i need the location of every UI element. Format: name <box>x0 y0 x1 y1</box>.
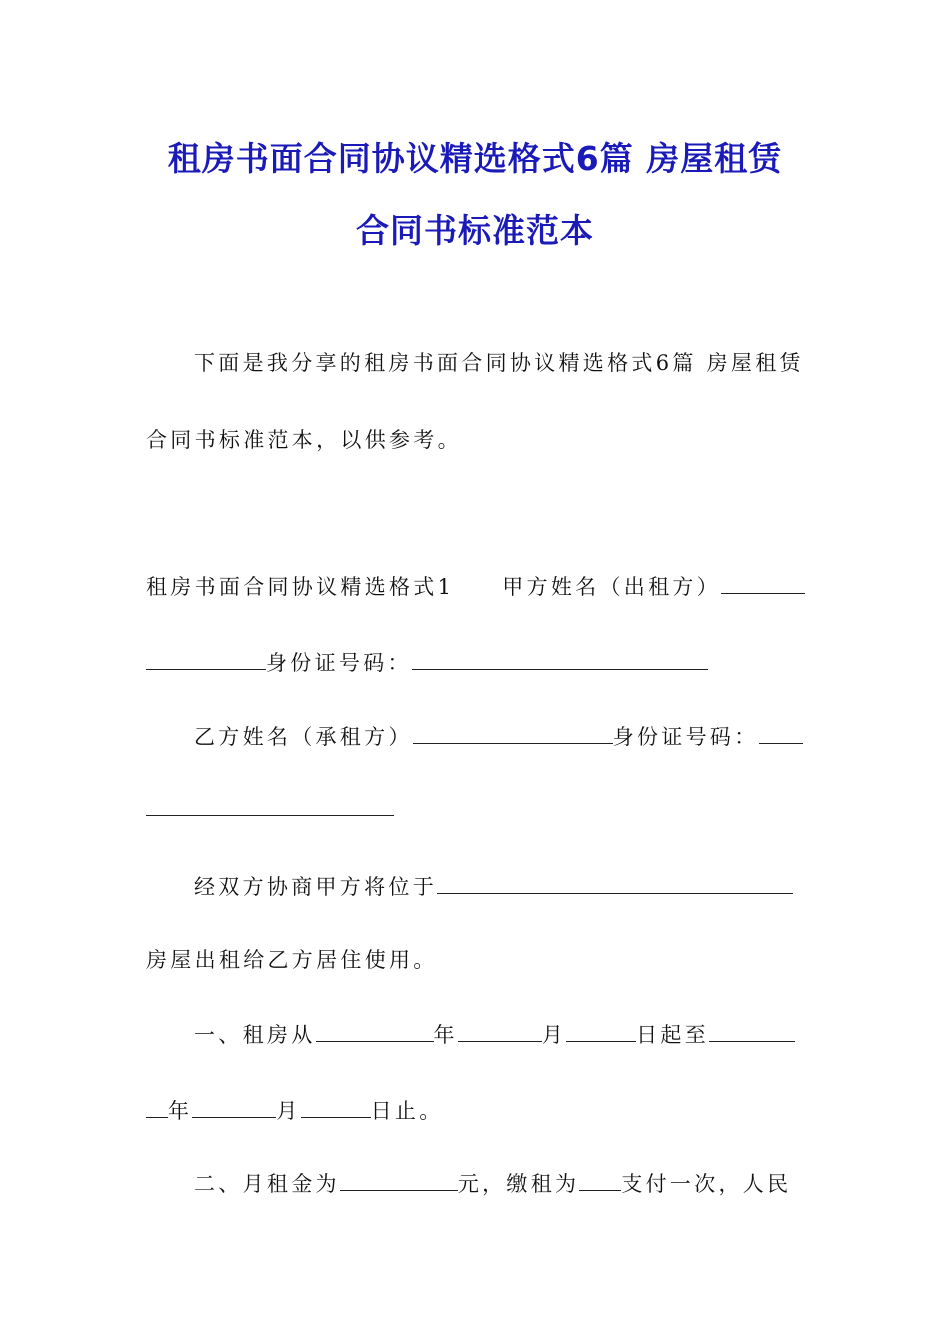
rent-prefix: 二、月租金为 <box>194 1172 340 1196</box>
day-from-label: 日起至 <box>636 1023 710 1047</box>
party-b-name-blank[interactable] <box>413 725 613 744</box>
month-label: 月 <box>541 1023 567 1047</box>
term-prefix: 一、租房从 <box>194 1023 316 1047</box>
end-day-blank[interactable] <box>301 1099 371 1118</box>
start-month-blank[interactable] <box>458 1023 542 1042</box>
end-year-blank-cont[interactable] <box>146 1099 168 1118</box>
party-a-name-blank-cont[interactable] <box>146 651 266 670</box>
location-tail-line: 房屋出租给乙方居住使用。 <box>146 948 438 972</box>
party-b-id-label: 身份证号码： <box>612 725 759 749</box>
contract-heading: 租房书面合同协议精选格式1 <box>146 575 455 599</box>
party-b-label: 乙方姓名（承租方） <box>194 725 413 749</box>
party-a-label: 甲方姓名（出租方） <box>502 575 721 599</box>
term-end-line <box>146 1095 444 1125</box>
start-day-blank[interactable] <box>566 1023 636 1042</box>
end-year-blank[interactable] <box>709 1023 795 1042</box>
party-b-id-blank-cont[interactable] <box>146 797 394 816</box>
party-a-id-blank[interactable] <box>412 651 708 670</box>
contract-heading-line <box>146 571 805 601</box>
term-line <box>194 1019 795 1049</box>
party-a-id-label: 身份证号码： <box>266 651 412 675</box>
party-b-line <box>194 721 803 751</box>
day-end-label: 日止。 <box>370 1099 444 1123</box>
location-label: 经双方协商甲方将位于 <box>194 875 437 899</box>
document-title-line-2: 合同书标准范本 <box>356 211 594 250</box>
end-year-label: 年 <box>168 1099 193 1123</box>
rent-tail: 支付一次，人民 <box>621 1172 792 1196</box>
party-a-name-blank[interactable] <box>721 575 805 594</box>
start-year-blank[interactable] <box>316 1023 434 1042</box>
end-month-blank[interactable] <box>192 1099 276 1118</box>
location-line <box>194 871 793 901</box>
rent-unit: 元，缴租为 <box>457 1172 580 1196</box>
end-month-label: 月 <box>276 1099 301 1123</box>
party-b-id-line-cont <box>146 797 394 821</box>
rent-period-blank[interactable] <box>579 1172 621 1191</box>
rent-line <box>194 1168 791 1198</box>
intro-paragraph-line-1: 下面是我分享的租房书面合同协议精选格式6篇 房屋租赁 <box>194 351 804 375</box>
rent-amount-blank[interactable] <box>340 1172 458 1191</box>
location-blank[interactable] <box>437 875 793 894</box>
year-label: 年 <box>433 1023 458 1047</box>
intro-paragraph-line-2: 合同书标准范本，以供参考。 <box>146 428 462 452</box>
document-title-line-1: 租房书面合同协议精选格式6篇 房屋租赁 <box>167 139 783 178</box>
party-a-id-line <box>146 647 708 677</box>
party-b-id-blank[interactable] <box>759 725 803 744</box>
